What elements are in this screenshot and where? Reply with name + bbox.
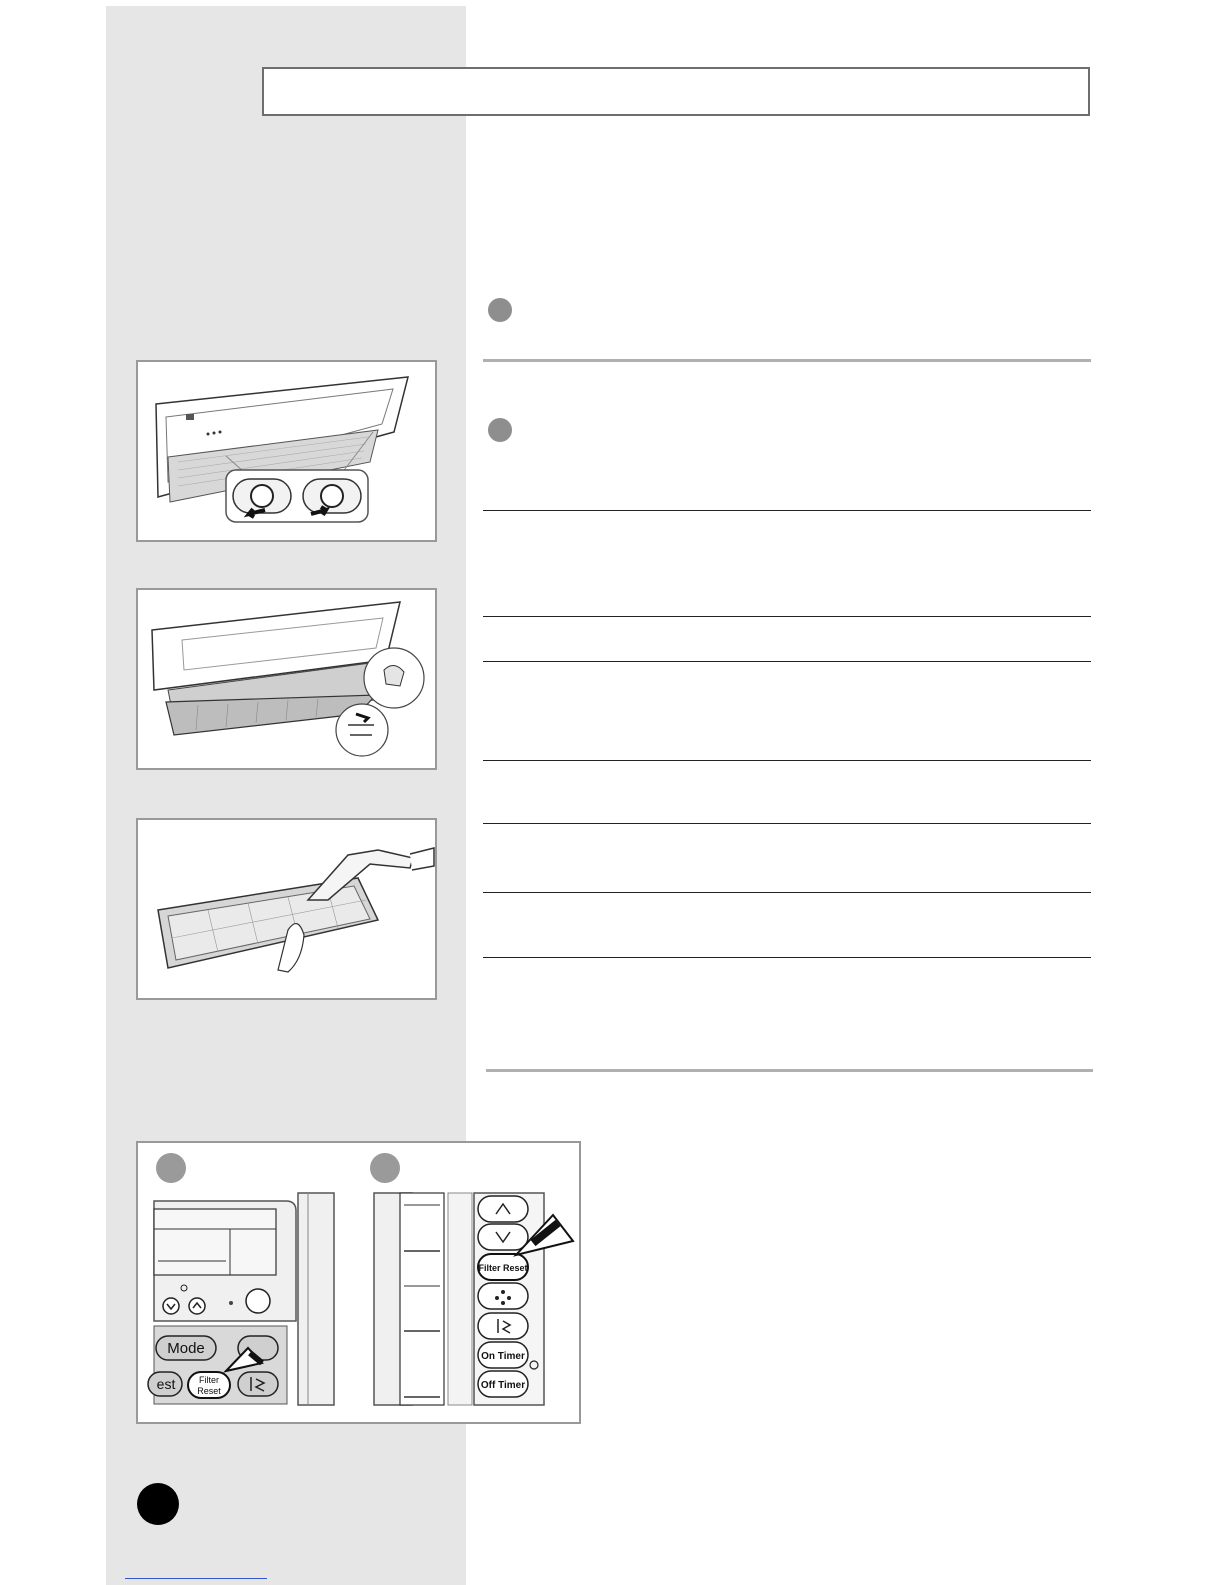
filter-reset-line1: Filter: [199, 1375, 219, 1385]
test-label: est: [156, 1376, 176, 1392]
temp-up-button[interactable]: [478, 1196, 528, 1222]
down-arrow-icon: [163, 1298, 179, 1314]
panel-bullet-b: [370, 1153, 400, 1183]
filter-vacuum-illustration: [138, 820, 435, 998]
table-rule: [483, 510, 1091, 511]
filter-reset-label: Filter Reset: [478, 1263, 528, 1273]
unit-levers-illustration: [138, 362, 435, 540]
figure-filter-vacuum: [136, 818, 437, 1000]
off-timer-label: Off Timer: [480, 1380, 526, 1391]
section-divider: [486, 1069, 1093, 1072]
fan-button[interactable]: [478, 1283, 528, 1309]
table-rule: [483, 957, 1091, 958]
step-bullet-2: [488, 418, 512, 442]
section-divider: [483, 359, 1091, 362]
remote-controls-illustration: [138, 1143, 579, 1422]
figure-grille-open: [136, 588, 437, 770]
figure-remote-controls: [136, 1141, 581, 1424]
on-timer-label: On Timer: [481, 1351, 525, 1362]
page-number-dot: [137, 1483, 179, 1525]
panel-bullet-a: [156, 1153, 186, 1183]
swing-button-wireless[interactable]: [478, 1313, 528, 1339]
wired-remote: [148, 1193, 334, 1405]
swing-button-wired[interactable]: [238, 1372, 278, 1396]
table-rule: [483, 892, 1091, 893]
footer-link-line: [125, 1578, 267, 1579]
table-rule: [483, 760, 1091, 761]
mode-label: Mode: [167, 1340, 205, 1357]
title-box: [262, 67, 1090, 116]
table-rule: [483, 616, 1091, 617]
figure-unit-levers: [136, 360, 437, 542]
step-bullet-1: [488, 298, 512, 322]
table-rule: [483, 823, 1091, 824]
filter-reset-line2: Reset: [197, 1386, 221, 1396]
up-arrow-icon: [189, 1298, 205, 1314]
wireless-remote: [374, 1193, 573, 1405]
grille-open-illustration: [138, 590, 435, 768]
table-rule: [483, 661, 1091, 662]
temp-down-button[interactable]: [478, 1224, 528, 1250]
